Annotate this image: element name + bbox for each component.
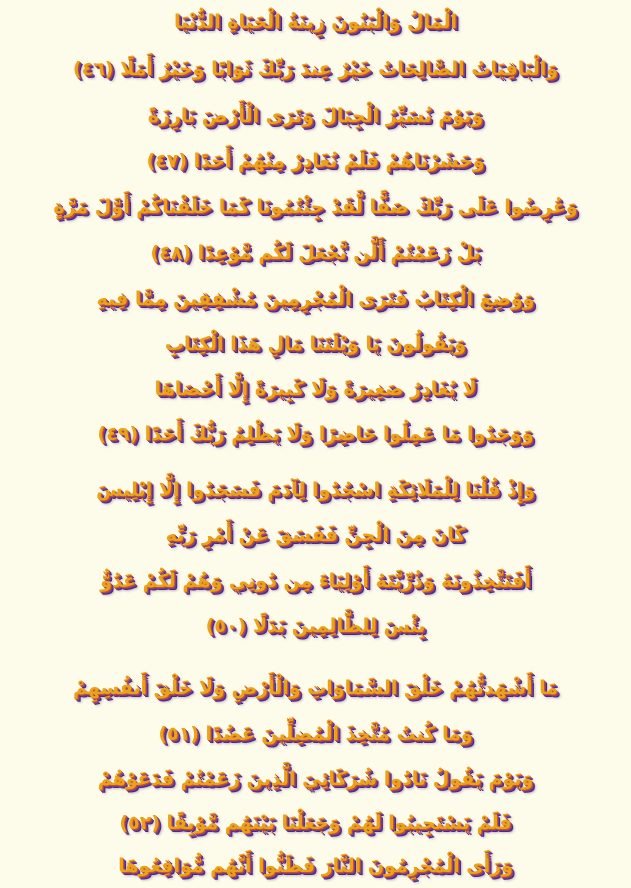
verse-line: وَيَوْمَ نُسَيِّرُ الْجِبَالَ وَتَرَى الْأَرْضَ بَارِزَةً [147,105,484,127]
verse-line: وَرَأَى الْمُجْرِمُونَ النَّارَ فَظَنُّوا أَنَّهُم مُّوَاقِعُوهَا [118,855,513,877]
verse-line: بَلْ زَعَمْتُمْ أَلَّن نَّجْعَلَ لَكُم مَّوْعِدًا (٤٨) [150,242,481,264]
verse-line: أَفَتَتَّخِذُونَهُ وَذُرِّيَّتَهُ أَوْلِيَاءَ مِن دُونِي وَهُمْ لَكُمْ عَدُوٌّ [100,570,531,592]
verse-line: لَا يُغَادِرُ صَغِيرَةً وَلَا كَبِيرَةً إِلَّا أَحْصَاهَا [154,378,477,400]
verse-line: وَمَا كُنتُ مُتَّخِذَ الْمُضِلِّينَ عَضُدًا (٥١) [158,723,473,745]
verse-line: وَوُضِعَ الْكِتَابُ فَتَرَى الْمُجْرِمِينَ مُشْفِقِينَ مِمَّا فِيهِ [96,288,535,310]
verse-line: وَعُرِضُوا عَلَى رَبِّكَ صَفًّا لَّقَدْ جِئْتُمُونَا كَمَا خَلَقْنَاكُمْ أَوَّلَ مَرَّةٍ [53,196,578,218]
verse-line: بِئْسَ لِلظَّالِمِينَ بَدَلًا (٥٠) [205,615,426,637]
verse-line: وَالْبَاقِيَاتُ الصَّالِحَاتُ خَيْرٌ عِندَ رَبِّكَ ثَوَابًا وَخَيْرٌ أَمَلًا (٤٦) [72,58,559,80]
verse-line: وَحَشَرْنَاهُمْ فَلَمْ نُغَادِرْ مِنْهُمْ أَحَدًا (٤٧) [146,150,485,172]
verse-line: وَيَوْمَ يَقُولُ نَادُوا شُرَكَائِيَ الَّذِينَ زَعَمْتُمْ فَدَعَوْهُمْ [97,768,534,790]
verse-line: وَإِذْ قُلْنَا لِلْمَلَائِكَةِ اسْجُدُوا لِآدَمَ فَسَجَدُوا إِلَّا إِبْلِيسَ [96,479,535,501]
verse-line: مَا أَشْهَدتُّهُمْ خَلْقَ السَّمَاوَاتِ وَالْأَرْضِ وَلَا خَلْقَ أَنفُسِهِمْ [72,677,559,699]
verse-line: كَانَ مِنَ الْجِنِّ فَفَسَقَ عَنْ أَمْرِ رَبِّهِ [165,524,466,546]
verse-line: وَيَقُولُونَ يَا وَيْلَتَنَا مَالِ هَذَا الْكِتَابِ [164,333,467,355]
verse-line: الْمَالُ وَالْبَنُونَ زِينَةُ الْحَيَاةِ الدُّنْيَا [173,11,457,33]
verse-line: وَوَجَدُوا مَا عَمِلُوا حَاضِرًا وَلَا يَظْلِمُ رَبُّكَ أَحَدًا (٤٩) [97,423,534,445]
verse-line: فَلَمْ يَسْتَجِيبُوا لَهُمْ وَجَعَلْنَا بَيْنَهُم مَّوْبِقًا (٥٢) [119,812,512,834]
